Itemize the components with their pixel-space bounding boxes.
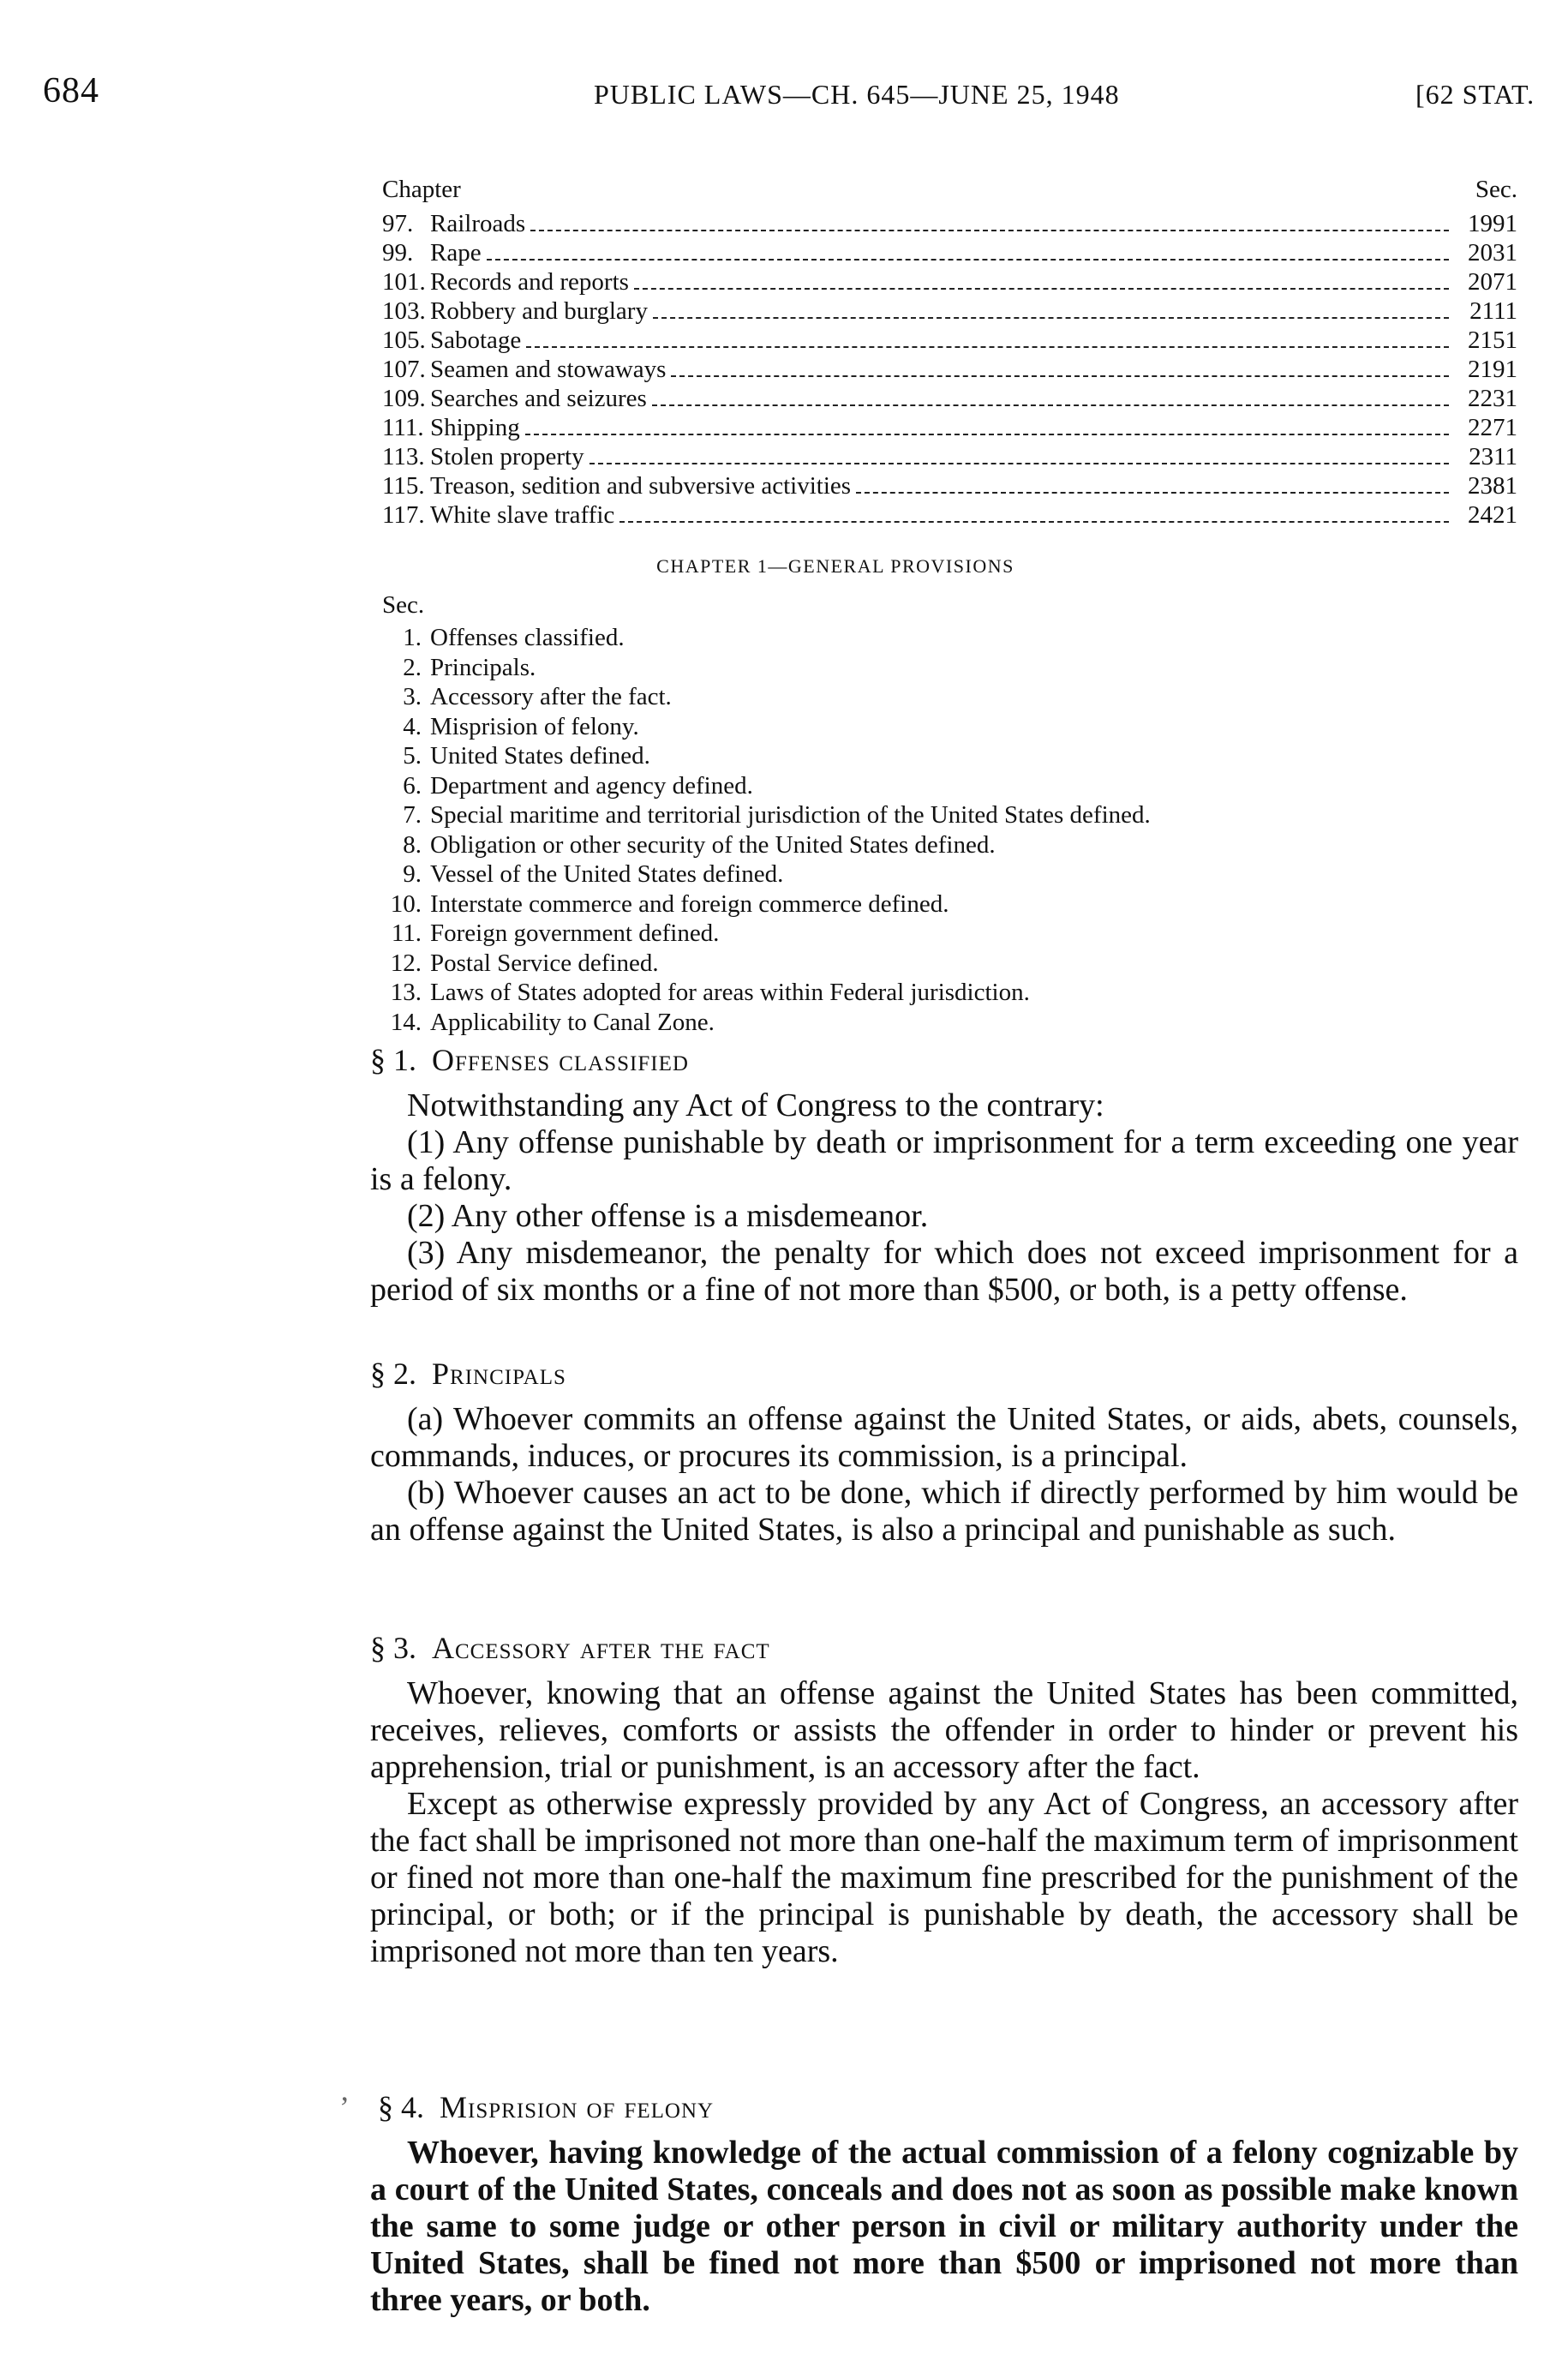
paragraph: Notwithstanding any Act of Congress to the contrary: <box>407 1087 1104 1123</box>
dot-leader <box>619 521 1449 523</box>
section-mark: § 3. <box>370 1631 416 1665</box>
chapter-row <box>382 297 1517 326</box>
section-4 <box>339 2070 1518 2319</box>
chapter-row <box>382 501 1517 530</box>
paragraph: Whoever, knowing that an offense against the United States has been committed, receives, relieves, comforts or assists the offender in order to hinder or prevent his apprehension, trial or punishment, is an accessory after the fact. <box>370 1675 1518 1785</box>
chapter-table-rows <box>382 210 1517 530</box>
dot-leader <box>525 434 1449 435</box>
dot-leader <box>856 492 1449 494</box>
section-list-title: Interstate commerce and foreign commerce defined. <box>430 889 949 918</box>
dot-leader <box>487 259 1449 261</box>
section-number: 2. <box>403 653 422 681</box>
chapter-section-number: 1991 <box>1468 210 1517 237</box>
section-number: 9. <box>403 860 422 888</box>
section-number: 5. <box>403 742 422 770</box>
section-title: Accessory after the fact <box>432 1631 770 1665</box>
section-list-item <box>382 890 1151 920</box>
section-list-item <box>382 860 1151 890</box>
chapter-column-label: Chapter <box>382 176 461 203</box>
section-list-item <box>382 831 1151 861</box>
chapter-row <box>382 414 1517 443</box>
section-title: Principals <box>432 1357 566 1391</box>
section-list-title: Postal Service defined. <box>430 949 659 977</box>
dot-leader <box>652 404 1449 406</box>
chapter-section-number: 2071 <box>1468 268 1517 296</box>
volume-reference: [62 STAT. <box>1415 79 1535 110</box>
dot-leader <box>653 317 1449 319</box>
section-list-title: Laws of States adopted for areas within Federal jurisdiction. <box>430 979 1030 1006</box>
section-3 <box>370 1611 1518 1970</box>
chapter-section-number: 2271 <box>1468 414 1517 441</box>
chapter-title: Robbery and burglary <box>430 297 648 325</box>
page-number: 684 <box>43 71 99 111</box>
chapter-title: Treason, sedition and subversive activities <box>430 472 852 500</box>
section-1 <box>370 1023 1518 1309</box>
chapter-row <box>382 239 1517 268</box>
section-heading <box>339 2089 1518 2126</box>
dot-leader <box>530 230 1449 231</box>
chapter-section-number: 2231 <box>1468 385 1517 412</box>
chapter-number: 113. <box>382 443 425 470</box>
section-list-item <box>382 979 1151 1009</box>
section-list-items <box>382 624 1151 1038</box>
dot-leader <box>526 346 1449 348</box>
chapter-title: Rape <box>430 239 482 267</box>
chapter-number: 105. <box>382 326 426 354</box>
section-number: 14. <box>390 1008 422 1036</box>
chapter-table-header <box>382 176 1517 210</box>
dot-leader <box>671 375 1449 377</box>
section-list-item <box>382 949 1151 979</box>
chapter-title: Stolen property <box>430 443 584 470</box>
chapter-number: 115. <box>382 472 425 500</box>
section-number: 13. <box>390 979 422 1006</box>
chapter-table <box>382 176 1517 530</box>
section-list-item <box>382 772 1151 802</box>
paragraph: (b) Whoever causes an act to be done, which if directly performed by him would be an offense against the United States, is also a principal and punishable as such. <box>370 1475 1518 1548</box>
section-list-item <box>382 654 1151 684</box>
running-header-title: PUBLIC LAWS—CH. 645—JUNE 25, 1948 <box>594 79 1120 110</box>
chapter-section-number: 2111 <box>1469 297 1517 325</box>
chapter-number: 97. <box>382 210 414 237</box>
section-title: Offenses classified <box>432 1043 689 1077</box>
paragraph: (3) Any misdemeanor, the penalty for which does not exceed imprisonment for a period of six months or a fine of not more than $500, or both, is a petty offense. <box>370 1235 1518 1308</box>
paragraph: (1) Any offense punishable by death or imprisonment for a term exceeding one year is a felony. <box>370 1124 1518 1197</box>
chapter-title: Seamen and stowaways <box>430 356 667 383</box>
chapter-title: Sabotage <box>430 326 522 354</box>
section-list-title: Department and agency defined. <box>430 771 753 800</box>
section-number: 4. <box>403 712 422 740</box>
section-list-item <box>382 624 1151 654</box>
section-number: 8. <box>403 830 422 859</box>
chapter-title: Railroads <box>430 210 526 237</box>
chapter-title: White slave traffic <box>430 501 615 529</box>
section-mark: § 1. <box>370 1043 416 1077</box>
section-list-item <box>382 919 1151 949</box>
section-list-title: Accessory after the fact. <box>430 683 672 710</box>
section-list-title: Misprision of felony. <box>430 712 639 740</box>
section-2 <box>370 1337 1518 1548</box>
margin-mark-icon: ’ <box>339 2090 350 2124</box>
chapter-section-number: 2151 <box>1468 326 1517 354</box>
section-number: 7. <box>403 801 422 829</box>
section-list-label: Sec. <box>382 591 425 619</box>
section-column-label: Sec. <box>1475 176 1517 203</box>
section-heading <box>370 1042 1518 1079</box>
chapter-section-number: 2311 <box>1469 443 1517 470</box>
chapter-row <box>382 268 1517 297</box>
chapter-row <box>382 356 1517 385</box>
section-list-item <box>382 801 1151 831</box>
section-number: 12. <box>390 949 422 977</box>
paragraph: Except as otherwise expressly provided by any Act of Congress, an accessory after the fact shall be imprisoned not more than one-half the maximum term of imprisonment or fined not more than one-half the maximum fine prescribed for the punishment of the principal, or both; or if the principal is punishable by death, the accessory shall be imprisoned not more than ten years. <box>370 1786 1518 1969</box>
chapter-number: 111. <box>382 414 424 441</box>
section-list-title: Obligation or other security of the United States defined. <box>430 830 996 859</box>
section-number: 1. <box>403 624 422 651</box>
chapter-title: Shipping <box>430 414 520 441</box>
paragraph: (a) Whoever commits an offense against the United States, or aids, abets, counsels, commands, induces, or procures its commission, is a principal. <box>370 1401 1518 1474</box>
section-list-title: Applicability to Canal Zone. <box>430 1008 715 1036</box>
chapter-heading: CHAPTER 1—GENERAL PROVISIONS <box>656 555 1014 577</box>
chapter-title: Records and reports <box>430 268 629 296</box>
dot-leader <box>634 288 1449 290</box>
chapter-number: 99. <box>382 239 414 267</box>
section-list-item <box>382 683 1151 713</box>
chapter-section-number: 2031 <box>1468 239 1517 267</box>
section-list-item <box>382 742 1151 772</box>
section-mark: § 4. <box>378 2090 424 2124</box>
section-list-title: Special maritime and territorial jurisdiction of the United States defined. <box>430 801 1151 829</box>
section-list-title: United States defined. <box>430 742 650 770</box>
dot-leader <box>589 463 1449 464</box>
chapter-row <box>382 210 1517 239</box>
paragraph: (2) Any other offense is a misdemeanor. <box>407 1198 929 1234</box>
section-list-title: Principals. <box>430 653 536 681</box>
section-number: 3. <box>403 683 422 710</box>
chapter-number: 109. <box>382 385 426 412</box>
section-title: Misprision of felony <box>440 2090 715 2124</box>
section-list-title: Foreign government defined. <box>430 919 720 947</box>
paragraph: Whoever, having knowledge of the actual commission of a felony cognizable by a court of the United States, conceals and does not as soon as possible make known the same to some judge or other person in civil or military authority under the United States, shall be fined not more than $500 or imprisoned not more than three years, or both. <box>370 2135 1518 2318</box>
section-mark: § 2. <box>370 1357 416 1391</box>
section-number: 10. <box>390 889 422 918</box>
section-heading <box>370 1356 1518 1393</box>
section-heading <box>370 1630 1518 1667</box>
section-number: 6. <box>403 771 422 800</box>
chapter-section-number: 2381 <box>1468 472 1517 500</box>
chapter-row <box>382 472 1517 501</box>
chapter-section-number: 2191 <box>1468 356 1517 383</box>
chapter-row <box>382 443 1517 472</box>
chapter-number: 117. <box>382 501 425 529</box>
chapter-row <box>382 326 1517 356</box>
chapter-title: Searches and seizures <box>430 385 647 412</box>
section-list <box>382 591 1151 1038</box>
chapter-number: 103. <box>382 297 426 325</box>
chapter-section-number: 2421 <box>1468 501 1517 529</box>
chapter-number: 101. <box>382 268 426 296</box>
chapter-number: 107. <box>382 356 426 383</box>
section-list-title: Vessel of the United States defined. <box>430 860 784 888</box>
section-list-title: Offenses classified. <box>430 624 625 651</box>
section-list-item <box>382 713 1151 743</box>
section-number: 11. <box>391 919 422 947</box>
chapter-row <box>382 385 1517 414</box>
